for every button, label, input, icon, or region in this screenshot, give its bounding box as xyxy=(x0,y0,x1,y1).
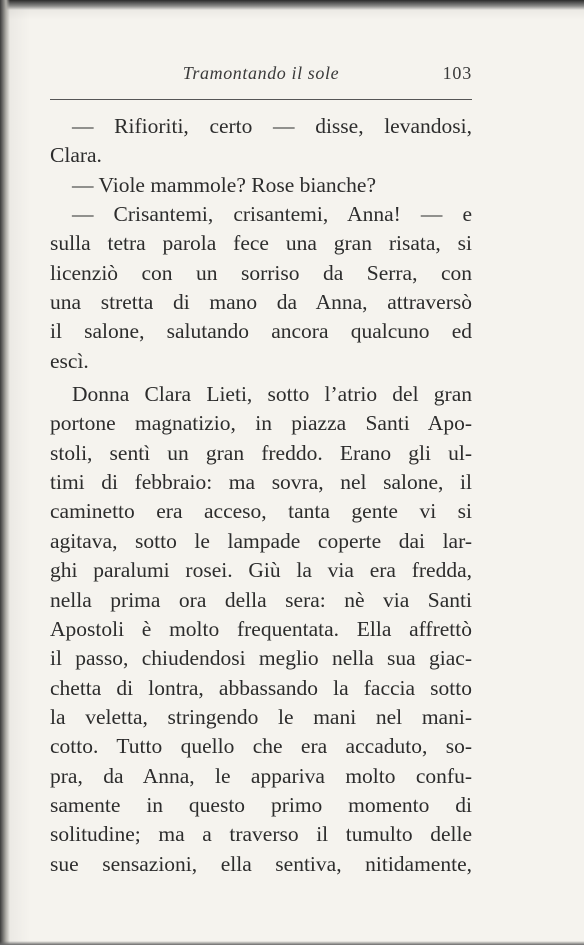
text-line: portone magnatizio, in piazza Santi Apo- xyxy=(50,411,472,436)
running-header-title: Tramontando il sole xyxy=(182,63,340,83)
text-line: Clara. xyxy=(50,143,102,168)
text-line: licenziò con un sorriso da Serra, con xyxy=(50,260,472,285)
text-line: — Viole mammole? Rose bianche? xyxy=(72,172,377,197)
text-line: il passo, chiudendosi meglio nella sua giac- xyxy=(50,646,472,671)
text-line: cotto. Tutto quello che era accaduto, so- xyxy=(50,734,472,759)
page-number: 103 xyxy=(442,63,472,83)
page-top-edge xyxy=(0,0,584,10)
header-rule xyxy=(50,99,472,100)
text-line: Donna Clara Lieti, sotto l’atrio del gran xyxy=(72,382,472,407)
text-line: Apostoli è molto frequentata. Ella affrettò xyxy=(50,616,472,641)
text-line: samente in questo primo momento di xyxy=(50,792,472,817)
text-line: il salone, salutando ancora qualcuno ed xyxy=(50,319,472,344)
text-line: chetta di lontra, abbassando la faccia sotto xyxy=(50,675,472,700)
text-line: pra, da Anna, le appariva molto confu- xyxy=(50,763,472,788)
text-line: — Crisantemi, crisantemi, Anna! — e xyxy=(72,202,472,227)
text-line: escì. xyxy=(50,348,89,373)
text-line: la veletta, stringendo le mani nel mani- xyxy=(50,704,472,729)
text-line: timi di febbraio: ma sovra, nel salone, il xyxy=(50,470,472,495)
text-line: sue sensazioni, ella sentiva, nitidamente, xyxy=(50,851,472,876)
text-line: sulla tetra parola fece una gran risata, si xyxy=(50,231,472,256)
text-line: una stretta di mano da Anna, attraversò xyxy=(50,290,472,315)
text-line: solitudine; ma a traverso il tumulto delle xyxy=(50,822,472,847)
page-left-edge xyxy=(0,0,10,945)
body-text xyxy=(50,112,472,879)
text-line: caminetto era acceso, tanta gente vi si xyxy=(50,499,472,524)
page-bottom-edge xyxy=(0,941,584,945)
text-line: stoli, sentì un gran freddo. Erano gli ul- xyxy=(50,440,472,465)
text-line: agitava, sotto le lampade coperte dai lar- xyxy=(50,528,472,553)
text-line: ghi paralumi rosei. Giù la via era fredda, xyxy=(50,558,472,583)
text-line: nella prima ora della sera: nè via Santi xyxy=(50,587,472,612)
text-line: — Rifioriti, certo — disse, levandosi, xyxy=(72,114,472,138)
running-header xyxy=(50,63,472,89)
